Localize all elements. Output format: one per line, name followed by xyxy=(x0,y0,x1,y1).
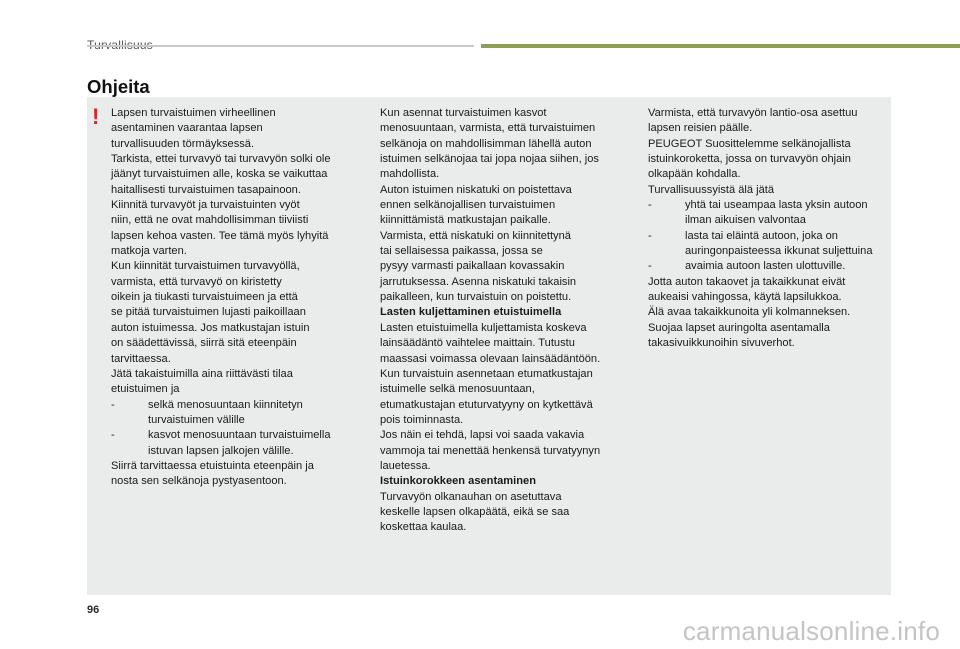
paragraph xyxy=(111,106,356,152)
paragraph xyxy=(380,321,625,367)
header-rule-grey xyxy=(87,45,474,47)
bullet-dash xyxy=(111,413,148,428)
bullet-text: avaimia autoon lasten ulottuville. xyxy=(685,260,846,273)
subheading-booster-seat: Istuinkorokkeen asentaminen xyxy=(380,475,536,488)
column-1 xyxy=(111,106,356,490)
bullet-text: lasta tai eläintä autoon, joka on xyxy=(685,229,838,242)
text-line: Jätä takaistuimilla aina riittävästi tilaa xyxy=(111,367,293,380)
text-line: matkoja varten. xyxy=(111,245,187,258)
bullet-line xyxy=(648,259,888,274)
text-line: jäänyt turvaistuimen alle, koska se vaikuttaa xyxy=(111,168,328,181)
column-3 xyxy=(648,106,888,352)
text-line: Varmista, että turvavyön lantio-osa asettuu xyxy=(648,107,858,119)
paragraph xyxy=(648,275,888,306)
bullet-dash xyxy=(111,444,148,459)
text-line: jarrutuksessa. Asenna niskatuki takaisin xyxy=(380,275,577,288)
bullet-dash xyxy=(648,213,685,228)
bullet-line xyxy=(648,213,888,228)
text-line: menosuuntaan, varmista, että turvaistuimen xyxy=(380,122,596,135)
text-line: ennen selkänojallisen turvaistuimen xyxy=(380,199,556,212)
text-line: oikein ja tiukasti turvaistuimeen ja että xyxy=(111,291,298,304)
text-line: on säädettävissä, siirrä sitä eteenpäin xyxy=(111,337,297,350)
text-line: Lapsen turvaistuimen virheellinen xyxy=(111,107,276,119)
text-line: PEUGEOT Suosittelemme selkänojallista xyxy=(648,137,851,150)
bullet-text: kasvot menosuuntaan turvaistuimella xyxy=(148,429,331,442)
paragraph xyxy=(648,106,888,137)
text-line: auton istuimessa. Jos matkustajan istuin xyxy=(111,321,310,334)
text-line: lauetessa. xyxy=(380,459,431,472)
text-line: nosta sen selkänoja pystyasentoon. xyxy=(111,475,287,488)
paragraph xyxy=(380,367,625,428)
text-line: lainsäädäntö vaihtelee maittain. Tutustu xyxy=(380,337,575,350)
bullet-dash: - xyxy=(648,260,652,273)
paragraph xyxy=(111,259,356,366)
text-line: Jotta auton takaovet ja takaikkunat eivät xyxy=(648,275,846,288)
paragraph xyxy=(111,367,356,398)
text-line: Lasten etuistuimella kuljettamista koskeva xyxy=(380,321,587,334)
text-line: Turvavyön olkanauhan on asetuttava xyxy=(380,490,562,503)
paragraph xyxy=(111,198,356,259)
bullet-text: istuvan lapsen jalkojen välille. xyxy=(148,444,294,457)
bullet-line xyxy=(648,229,888,244)
text-line: Varmista, että niskatuki on kiinnitettynä xyxy=(380,229,571,242)
page-number: 96 xyxy=(87,604,100,616)
text-line: turvallisuuden törmäyksessä. xyxy=(111,137,255,150)
column-2 xyxy=(380,106,625,536)
text-line: Älä avaa takaikkunoita yli kolmanneksen. xyxy=(648,306,851,319)
text-line: se pitää turvaistuimen lujasti paikoillaan xyxy=(111,306,306,319)
bullet-dash: - xyxy=(648,229,652,242)
bullet-dash: - xyxy=(111,429,115,442)
bullet-line xyxy=(111,413,356,428)
paragraph xyxy=(111,152,356,198)
text-line: istuimen selkänojaa tai jopa nojaa siihen, jos xyxy=(380,153,599,166)
bullet-item xyxy=(648,259,888,274)
text-line: pois toiminnasta. xyxy=(380,413,464,426)
text-line: aukeaisi vahingossa, käytä lapsilukkoa. xyxy=(648,291,842,304)
text-line: Turvallisuussyistä älä jätä xyxy=(648,183,774,196)
text-line: pysyy varmasti paikallaan kovassakin xyxy=(380,260,565,273)
bullet-text: turvaistuimen välille xyxy=(148,413,245,426)
text-line: etumatkustajan etuturvatyyny on kytkettävä xyxy=(380,398,593,411)
bullet-item xyxy=(111,398,356,429)
bullet-line xyxy=(111,398,356,413)
subheading-front-seat: Lasten kuljettaminen etuistuimella xyxy=(380,306,562,319)
text-line: olkapään kohdalla. xyxy=(648,168,741,181)
text-line: Kun asennat turvaistuimen kasvot xyxy=(380,107,547,119)
bullet-line xyxy=(111,444,356,459)
paragraph xyxy=(380,183,625,229)
paragraph xyxy=(380,106,625,183)
text-line: Kun turvaistuin asennetaan etumatkustajan xyxy=(380,367,593,380)
text-line: vammoja tai menettää henkensä turvatyynyn xyxy=(380,444,601,457)
bullet-text: selkä menosuuntaan kiinnitetyn xyxy=(148,398,303,411)
paragraph xyxy=(380,490,625,536)
text-line: koskettaa kaulaa. xyxy=(380,521,467,534)
text-line: Auton istuimen niskatuki on poistettava xyxy=(380,183,572,196)
text-line: tai sellaisessa paikassa, jossa se xyxy=(380,245,543,258)
bullet-text: yhtä tai useampaa lasta yksin autoon xyxy=(685,199,868,212)
bullet-dash xyxy=(648,244,685,259)
text-line: istuinkoroketta, jossa on turvavyön ohjain xyxy=(648,153,851,166)
text-line: keskelle lapsen olkapäätä, eikä se saa xyxy=(380,505,570,518)
page-title: Ohjeita xyxy=(87,76,150,97)
paragraph xyxy=(648,183,888,198)
text-line: kiinnittämistä matkustajan paikalle. xyxy=(380,214,551,227)
text-line: Suojaa lapset auringolta asentamalla xyxy=(648,321,830,334)
paragraph xyxy=(111,459,356,490)
bullet-text: auringonpaisteessa ikkunat suljettuina xyxy=(685,245,873,258)
bullet-text: ilman aikuisen valvontaa xyxy=(685,214,806,227)
watermark: carmanualsonline.info xyxy=(682,616,940,646)
text-line: selkänoja on mahdollisimman lähellä auton xyxy=(380,137,592,150)
paragraph xyxy=(648,321,888,352)
bullet-line xyxy=(648,244,888,259)
text-line: lapsen kehoa vasten. Tee tämä myös lyhyitä xyxy=(111,229,329,242)
bullet-item xyxy=(648,198,888,229)
bullet-dash: - xyxy=(111,398,115,411)
text-line: mahdollista. xyxy=(380,168,440,181)
paragraph xyxy=(380,229,625,306)
bullet-dash: - xyxy=(648,199,652,212)
text-line: haitallisesti turvaistuimen tasapainoon. xyxy=(111,183,301,196)
bullet-item xyxy=(111,428,356,459)
text-line: Jos näin ei tehdä, lapsi voi saada vakavia xyxy=(380,429,585,442)
bullet-item xyxy=(648,229,888,260)
text-line: istuimelle selkä menosuuntaan, xyxy=(380,383,535,396)
text-line: Kiinnitä turvavyöt ja turvaistuinten vyöt xyxy=(111,199,300,212)
paragraph xyxy=(648,305,888,320)
text-line: Tarkista, ettei turvavyö tai turvavyön solki ole xyxy=(111,153,331,166)
text-line: maassasi voimassa olevaan lainsäädäntöön. xyxy=(380,352,601,365)
text-line: Siirrä tarvittaessa etuistuinta eteenpäin ja xyxy=(111,459,314,472)
bullet-line xyxy=(648,198,888,213)
text-line: lapsen reisien päälle. xyxy=(648,122,753,135)
paragraph xyxy=(648,137,888,183)
bullet-line xyxy=(111,428,356,443)
text-line: paikalleen, kun turvaistuin on poistettu. xyxy=(380,291,572,304)
text-line: tarvittaessa. xyxy=(111,352,171,365)
header-rule-green xyxy=(481,44,960,48)
text-line: takasivuikkunoihin sivuverhot. xyxy=(648,337,795,350)
text-line: etuistuimen ja xyxy=(111,383,180,396)
text-line: asentaminen vaarantaa lapsen xyxy=(111,122,263,135)
text-line: Kun kiinnität turvaistuimen turvavyöllä, xyxy=(111,260,300,273)
text-line: niin, että ne ovat mahdollisimman tiiviisti xyxy=(111,214,309,227)
paragraph xyxy=(380,428,625,474)
text-line: varmista, että turvavyö on kiristetty xyxy=(111,275,282,288)
warning-icon: ! xyxy=(92,104,100,129)
